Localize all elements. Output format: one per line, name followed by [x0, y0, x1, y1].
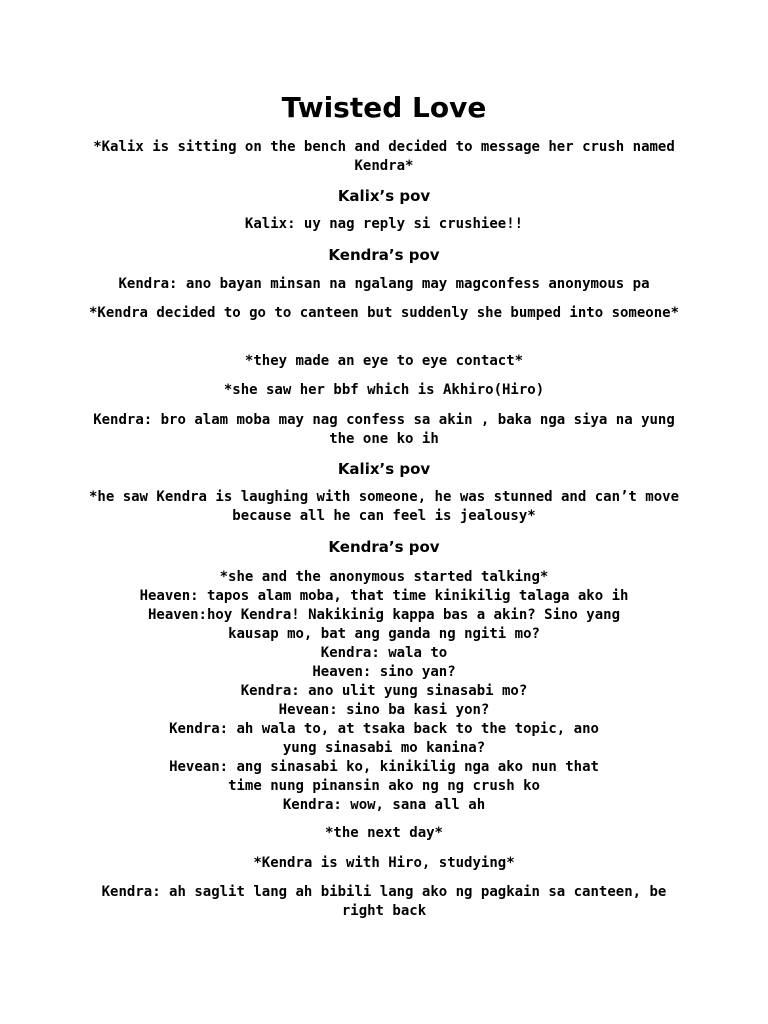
conversation-line: Hevean: ang sinasabi ko, kinikilig nga ako nun that time nung pinansin ako ng ng crush ko — [169, 759, 599, 794]
pov-heading: Kalix’s pov — [337, 187, 431, 205]
dialog-paragraph: Kalix: uy nag reply si crushiee!! — [244, 216, 524, 232]
conversation-line: Kendra: ah wala to, at tsaka back to the topic, ano yung sinasabi mo kanina? — [169, 721, 599, 756]
pov-heading: Kendra’s pov — [328, 246, 440, 264]
conversation-line: Kendra: wala to — [320, 645, 448, 661]
pov-heading: Kendra’s pov — [328, 538, 440, 556]
narration-paragraph: *they made an eye to eye contact* — [244, 353, 524, 369]
conversation-line: Hevean: sino ba kasi yon? — [278, 702, 490, 718]
conversation-line: Kendra: wow, sana all ah — [282, 797, 486, 813]
conversation-block — [84, 568, 684, 815]
conversation-line: Heaven:hoy Kendra! Nakikinig kappa bas a akin? Sino yang kausap mo, bat ang ganda ng ngiti mo? — [147, 607, 620, 642]
narration-paragraph: *Kalix is sitting on the bench and decided to message her crush named Kendra* — [93, 139, 675, 174]
pov-heading: Kalix’s pov — [337, 460, 431, 478]
document-title: Twisted Love — [281, 91, 487, 124]
narration-paragraph: *she saw her bbf which is Akhiro(Hiro) — [223, 382, 545, 398]
conversation-line: Heaven: sino yan? — [312, 664, 456, 680]
dialog-paragraph: Kendra: ah saglit lang ah bibili lang ako ng pagkain sa canteen, be right back — [101, 884, 667, 919]
conversation-line: Heaven: tapos alam moba, that time kinikilig talaga ako ih — [139, 588, 629, 604]
narration-paragraph: *Kendra decided to go to canteen but suddenly she bumped into someone* — [88, 305, 679, 321]
dialog-paragraph: Kendra: ano bayan minsan na ngalang may magconfess anonymous pa — [118, 276, 650, 292]
conversation-line: *she and the anonymous started talking* — [219, 569, 549, 585]
dialog-paragraph: Kendra: bro alam moba may nag confess sa akin , baka nga siya na yung the one ko ih — [93, 412, 675, 447]
conversation-line: Kendra: ano ulit yung sinasabi mo? — [240, 683, 528, 699]
narration-paragraph: *the next day* — [324, 825, 443, 841]
narration-paragraph: *he saw Kendra is laughing with someone, he was stunned and can’t move because all he can feel is jealousy* — [88, 489, 679, 524]
narration-paragraph: *Kendra is with Hiro, studying* — [253, 855, 515, 871]
